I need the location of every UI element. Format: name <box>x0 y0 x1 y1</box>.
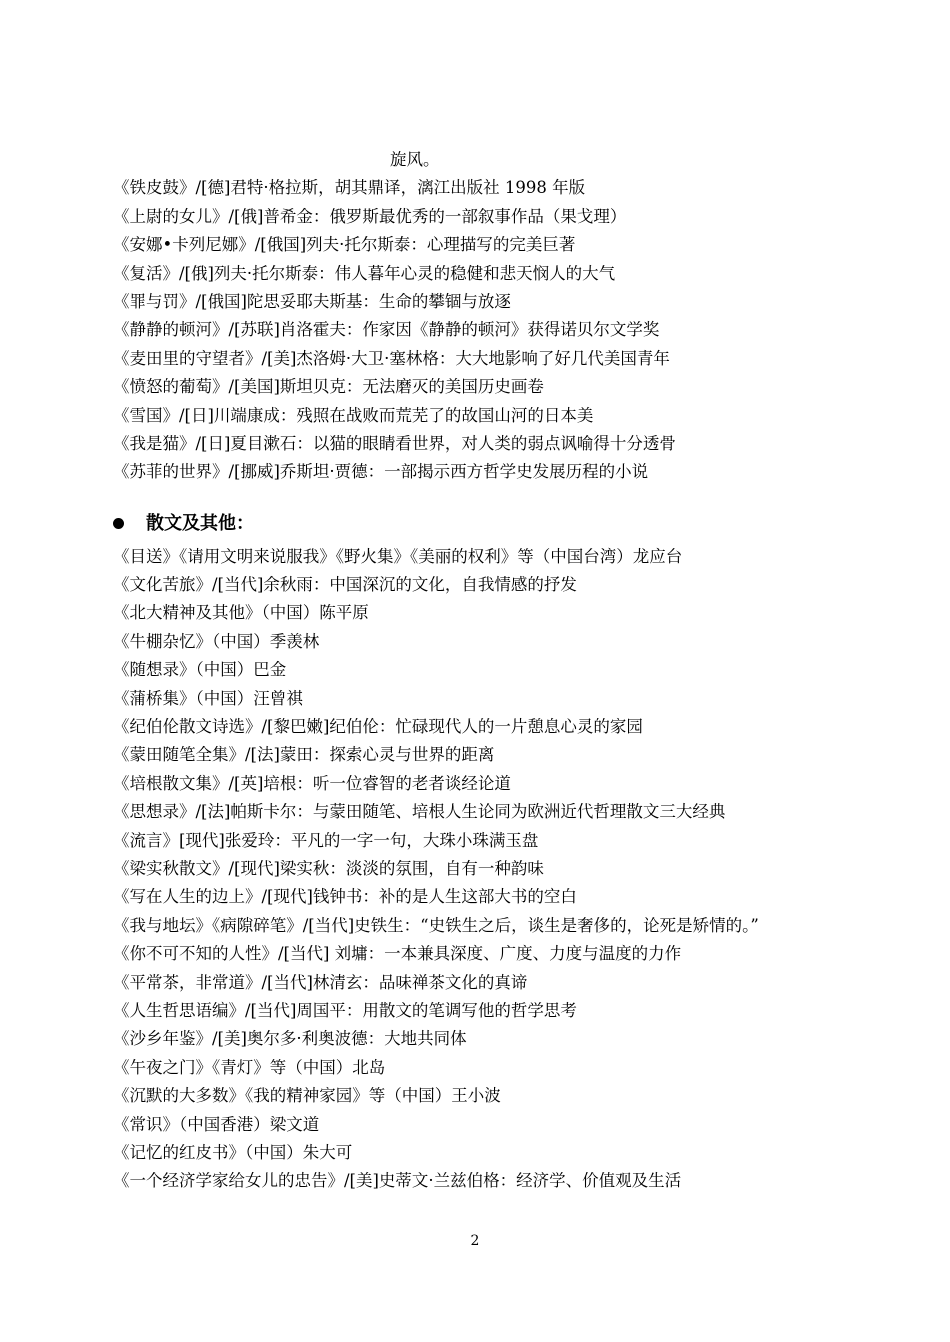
list-item: 《蒲桥集》（中国）汪曾祺 <box>113 688 303 708</box>
list-item: 《午夜之门》《青灯》等（中国）北岛 <box>113 1057 386 1077</box>
page-content <box>113 146 833 1196</box>
page-number: 2 <box>470 1233 480 1249</box>
list-item: 《纪伯伦散文诗选》/[黎巴嫩]纪伯伦：忙碌现代人的一片憩息心灵的家园 <box>113 717 643 737</box>
bullet-icon <box>113 518 124 529</box>
list-item: 《雪国》/[日]川端康成：残照在战败而荒芜了的故国山河的日本美 <box>113 405 594 425</box>
section-heading <box>113 505 833 543</box>
list-item: 《我是猫》/[日]夏目漱石：以猫的眼睛看世界，对人类的弱点讽喻得十分透骨 <box>113 433 676 453</box>
list-item: 《愤怒的葡萄》/[美国]斯坦贝克：无法磨灭的美国历史画卷 <box>113 377 544 397</box>
list-item: 《思想录》/[法]帕斯卡尔：与蒙田随笔、培根人生论同为欧洲近代哲理散文三大经典 <box>113 802 726 822</box>
list-item: 《上尉的女儿》/[俄]普希金：俄罗斯最优秀的一部叙事作品（果戈理） <box>113 206 627 226</box>
list-item: 《麦田里的守望者》/[美]杰洛姆·大卫·塞林格：大大地影响了好几代美国青年 <box>113 348 670 368</box>
continuation-text: 旋风。 <box>390 150 440 169</box>
list-item: 《随想录》（中国）巴金 <box>113 660 287 680</box>
list-item: 《文化苦旅》/[当代]余秋雨：中国深沉的文化，自我情感的抒发 <box>113 575 577 595</box>
list-item: 《我与地坛》《病隙碎笔》/[当代]史铁生：“史铁生之后，谈生是奢侈的，论死是矫情的。” <box>113 915 759 935</box>
list-item: 《写在人生的边上》/[现代]钱钟书：补的是人生这部大书的空白 <box>113 887 577 907</box>
list-item: 《铁皮鼓》/[德]君特·格拉斯，胡其鼎译，漓江出版社 1998 年版 <box>113 178 586 198</box>
list-item: 《人生哲思语编》/[当代]周国平：用散文的笔调写他的哲学思考 <box>113 1000 577 1020</box>
list-item: 《罪与罚》/[俄国]陀思妥耶夫斯基：生命的攀锢与放逐 <box>113 291 511 311</box>
list-item: 《你不可不知的人性》/[当代] 刘墉：一本兼具深度、广度、力度与温度的力作 <box>113 944 682 964</box>
list-item: 《目送》《请用文明来说服我》《野火集》《美丽的权利》等（中国台湾）龙应台 <box>113 546 683 566</box>
list-item: 《沙乡年鉴》/[美]奥尔多·利奥波德：大地共同体 <box>113 1029 467 1049</box>
list-item: 《平常茶，非常道》/[当代]林清玄：品味禅茶文化的真谛 <box>113 972 528 992</box>
list-item: 《安娜•卡列尼娜》/[俄国]列夫·托尔斯泰：心理描写的完美巨著 <box>113 235 576 255</box>
list-item: 《蒙田随笔全集》/[法]蒙田：探索心灵与世界的距离 <box>113 745 495 765</box>
list-item: 《记忆的红皮书》（中国）朱大可 <box>113 1142 353 1162</box>
essay-list <box>113 543 833 1196</box>
list-item: 《苏菲的世界》/[挪威]乔斯坦·贾德：一部揭示西方哲学史发展历程的小说 <box>113 462 649 482</box>
list-item: 《北大精神及其他》（中国）陈平原 <box>113 603 369 623</box>
list-item: 《牛棚杂忆》（中国）季羡林 <box>113 631 320 651</box>
section-heading-text: 散文及其他： <box>146 512 254 534</box>
list-item: 《静静的顿河》/[苏联]肖洛霍夫：作家因《静静的顿河》获得诺贝尔文学奖 <box>113 320 660 340</box>
list-item: 《常识》（中国香港）梁文道 <box>113 1114 320 1134</box>
novel-list <box>113 174 833 486</box>
list-item: 《复活》/[俄]列夫·托尔斯泰：伟人暮年心灵的稳健和悲天悯人的大气 <box>113 263 616 283</box>
list-item: 《梁实秋散文》/[现代]梁实秋：淡淡的氛围，自有一种韵味 <box>113 858 544 878</box>
list-item: 《一个经济学家给女儿的忠告》/[美]史蒂文·兰兹伯格：经济学、价值观及生活 <box>113 1171 682 1191</box>
list-item: 《培根散文集》/[英]培根：听一位睿智的老者谈经论道 <box>113 773 511 793</box>
list-item: 《沉默的大多数》《我的精神家园》等（中国）王小波 <box>113 1086 501 1106</box>
list-item: 《流言》[现代]张爱玲：平凡的一字一句，大珠小珠满玉盘 <box>113 830 539 850</box>
